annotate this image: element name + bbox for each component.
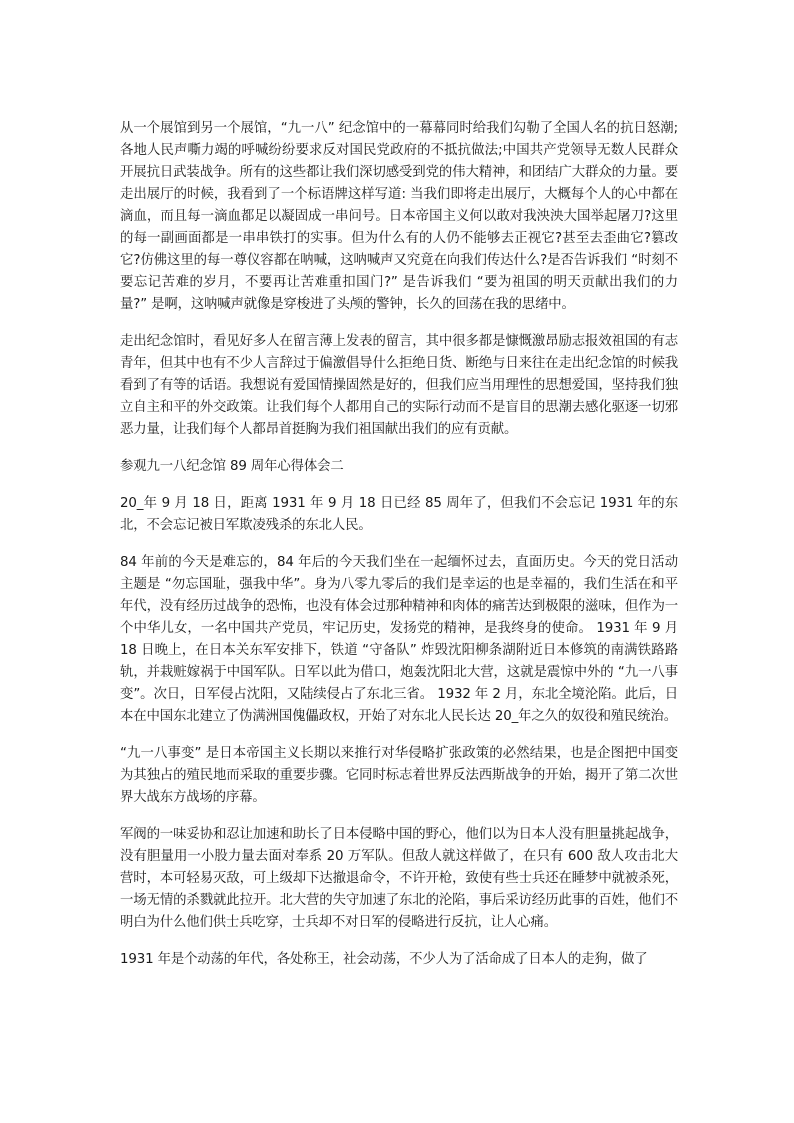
paragraph-warlord-compromise: 军阀的一味妥协和忍让加速和助长了日本侵略中国的野心，他们以为日本人没有胆量挑起战争，没有胆量用一小股力量去面对奉系 20 万军队。但敌人就这样做了，在只有 600 敌人攻击北大营时，本可轻易灭敌，可上级却下达撤退命令，不许开枪，致使有些士兵还在睡梦中就被杀死，一场无情的杀戮就此拉开。北大营的失守加速了东北的沦陷，事后采访经历此事的百姓，他们不明白为什么他们供士兵吃穿，士兵却不对日军的侵略进行反抗，让人心痛。 xyxy=(120,827,678,930)
paragraph-history: 84 年前的今天是难忘的，84 年后的今天我们坐在一起缅怀过去，直面历史。今天的党日活动主题是 “勿忘国耻，强我中华”。身为八零九零后的我们是幸运的也是幸福的，我们生活在和平年代，没有经历过战争的恐怖，也没有体会过那种精神和肉体的痛苦达到极限的滋味，但作为一个中华儿女，一名中国共产党员，牢记历史，发扬党的精神，是我终身的使命。 1931 年 9 月 18 日晚上，在日本关东军安排下，铁道 “守备队” 炸毁沈阳柳条湖附近日本修筑的南满铁路路轨，并栽赃嫁祸于中国军队。日军以此为借口，炮轰沈阳北大营，这就是震惊中外的 “九一八事变”。次日，日军侵占沈阳，又陆续侵占了东北三省。 1932 年 2 月，东北全境沦陷。此后，日本在中国东北建立了伪满洲国傀儡政权，开始了对东北人民长达 20_年之久的奴役和殖民统治。 xyxy=(120,555,678,724)
paragraph-leaving-memorial: 走出纪念馆时，看见好多人在留言薄上发表的留言，其中很多都是慷慨激昂励志报效祖国的有志青年，但其中也有不少人言辞过于偏激倡导什么拒绝日货、断绝与日来往在走出纪念馆的时候我看到了有等的话语。我想说有爱国情操固然是好的，但我们应当用理性的思想爱国，坚持我们独立自主和平的外交政策。让我们每个人都用自己的实际行动而不是盲目的思潮去感化驱逐一切邪恶力量，让我们每个人都昂首挺胸为我们祖国献出我们的应有贡献。 xyxy=(120,334,678,437)
document-page xyxy=(120,118,678,986)
paragraph-1931-era: 1931 年是个动荡的年代，各处称王，社会动荡，不少人为了活命成了日本人的走狗，做了 xyxy=(120,952,648,967)
section-heading: 参观九一八纪念馆 89 周年心得体会二 xyxy=(120,459,344,474)
paragraph-incident-significance: “九一八事变” 是日本帝国主义长期以来推行对华侵略扩张政策的必然结果，也是企图把中国变为其独占的殖民地而采取的重要步骤。它同时标志着世界反法西斯战争的开始，揭开了第二次世界大战东方战场的序幕。 xyxy=(120,746,678,805)
paragraph-exhibition-halls: 从一个展馆到另一个展馆，“九一八” 纪念馆中的一幕幕同时给我们勾勒了全国人名的抗日怒潮;各地人民声嘶力竭的呼喊纷纷要求反对国民党政府的不抵抗做法;中国共产党领导无数人民群众开展抗日武装战争。所有的这些都让我们深切感受到党的伟大精神，和团结广大群众的力量。要走出展厅的时候，我看到了一个标语牌这样写道: 当我们即将走出展厅，大概每个人的心中都在滴血，而且每一滴血都足以凝固成一串问号。日本帝国主义何以敢对我泱泱大国举起屠刀?这里的每一副画面都是一串串铁打的实事。但为什么有的人仍不能够去正视它?甚至去歪曲它?篡改它?仿佛这里的每一尊仪容都在呐喊，这呐喊声又究竟在向我们传达什么?是否告诉我们 “时刻不要忘记苦难的岁月，不要再让苦难重扣国门?” 是告诉我们 “要为祖国的明天贡献出我们的力量?” 是啊，这呐喊声就像是穿梭进了头颅的警钟，长久的回荡在我的思绪中。 xyxy=(120,121,678,312)
paragraph-anniversary: 20_年 9 月 18 日，距离 1931 年 9 月 18 日已经 85 周年了，但我们不会忘记 1931 年的东北，不会忘记被日军欺凌残杀的东北人民。 xyxy=(120,496,678,533)
